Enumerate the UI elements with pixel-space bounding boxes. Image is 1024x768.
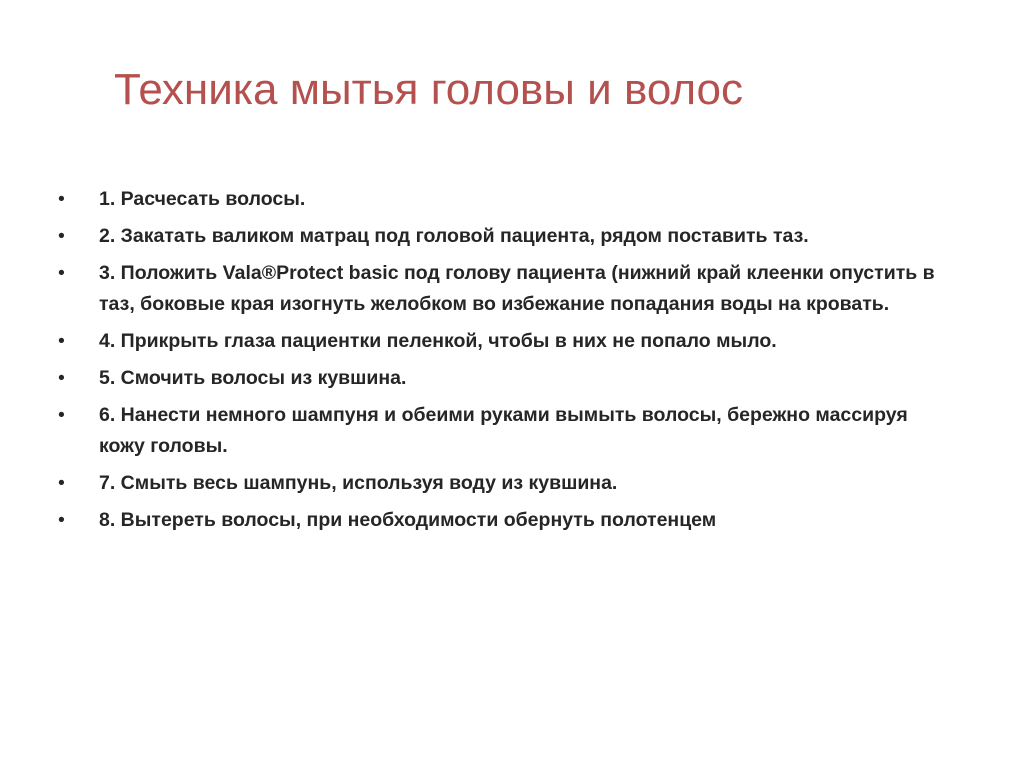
list-item-text: 2. Закатать валиком матрац под головой пациента, рядом поставить таз.	[99, 225, 809, 247]
bullet-icon: •	[58, 225, 65, 247]
bullet-icon: •	[58, 367, 65, 389]
list-item	[58, 468, 958, 499]
bullet-icon: •	[58, 509, 65, 531]
list-item	[58, 258, 958, 320]
bullet-icon: •	[58, 188, 65, 210]
bullet-icon: •	[58, 330, 65, 352]
list-item-text: 4. Прикрыть глаза пациентки пеленкой, чтобы в них не попало мыло.	[99, 330, 777, 352]
list-item	[58, 326, 958, 357]
list-item	[58, 400, 958, 462]
list-item-text: 7. Смыть весь шампунь, используя воду из кувшина.	[99, 472, 618, 494]
bullet-icon: •	[58, 404, 65, 426]
slide-title: Техника мытья головы и волос	[114, 65, 743, 114]
list-item-text: 3. Положить Vala®Protect basic под голову пациента (нижний край клеенки опустить в таз, боковые края изогнуть желобком во избежание попадания воды на кровать.	[99, 262, 935, 315]
list-item-text: 6. Нанести немного шампуня и обеими руками вымыть волосы, бережно массируя кожу головы.	[99, 404, 908, 457]
list-item-text: 5. Смочить волосы из кувшина.	[99, 367, 407, 389]
list-item	[58, 184, 958, 215]
list-item	[58, 505, 958, 536]
list-item	[58, 363, 958, 394]
bullet-icon: •	[58, 472, 65, 494]
list-item-text: 1. Расчесать волосы.	[99, 188, 306, 210]
list-item-text: 8. Вытереть волосы, при необходимости обернуть полотенцем	[99, 509, 717, 531]
bullet-icon: •	[58, 262, 65, 284]
bullet-list	[58, 184, 958, 542]
list-item	[58, 221, 958, 252]
